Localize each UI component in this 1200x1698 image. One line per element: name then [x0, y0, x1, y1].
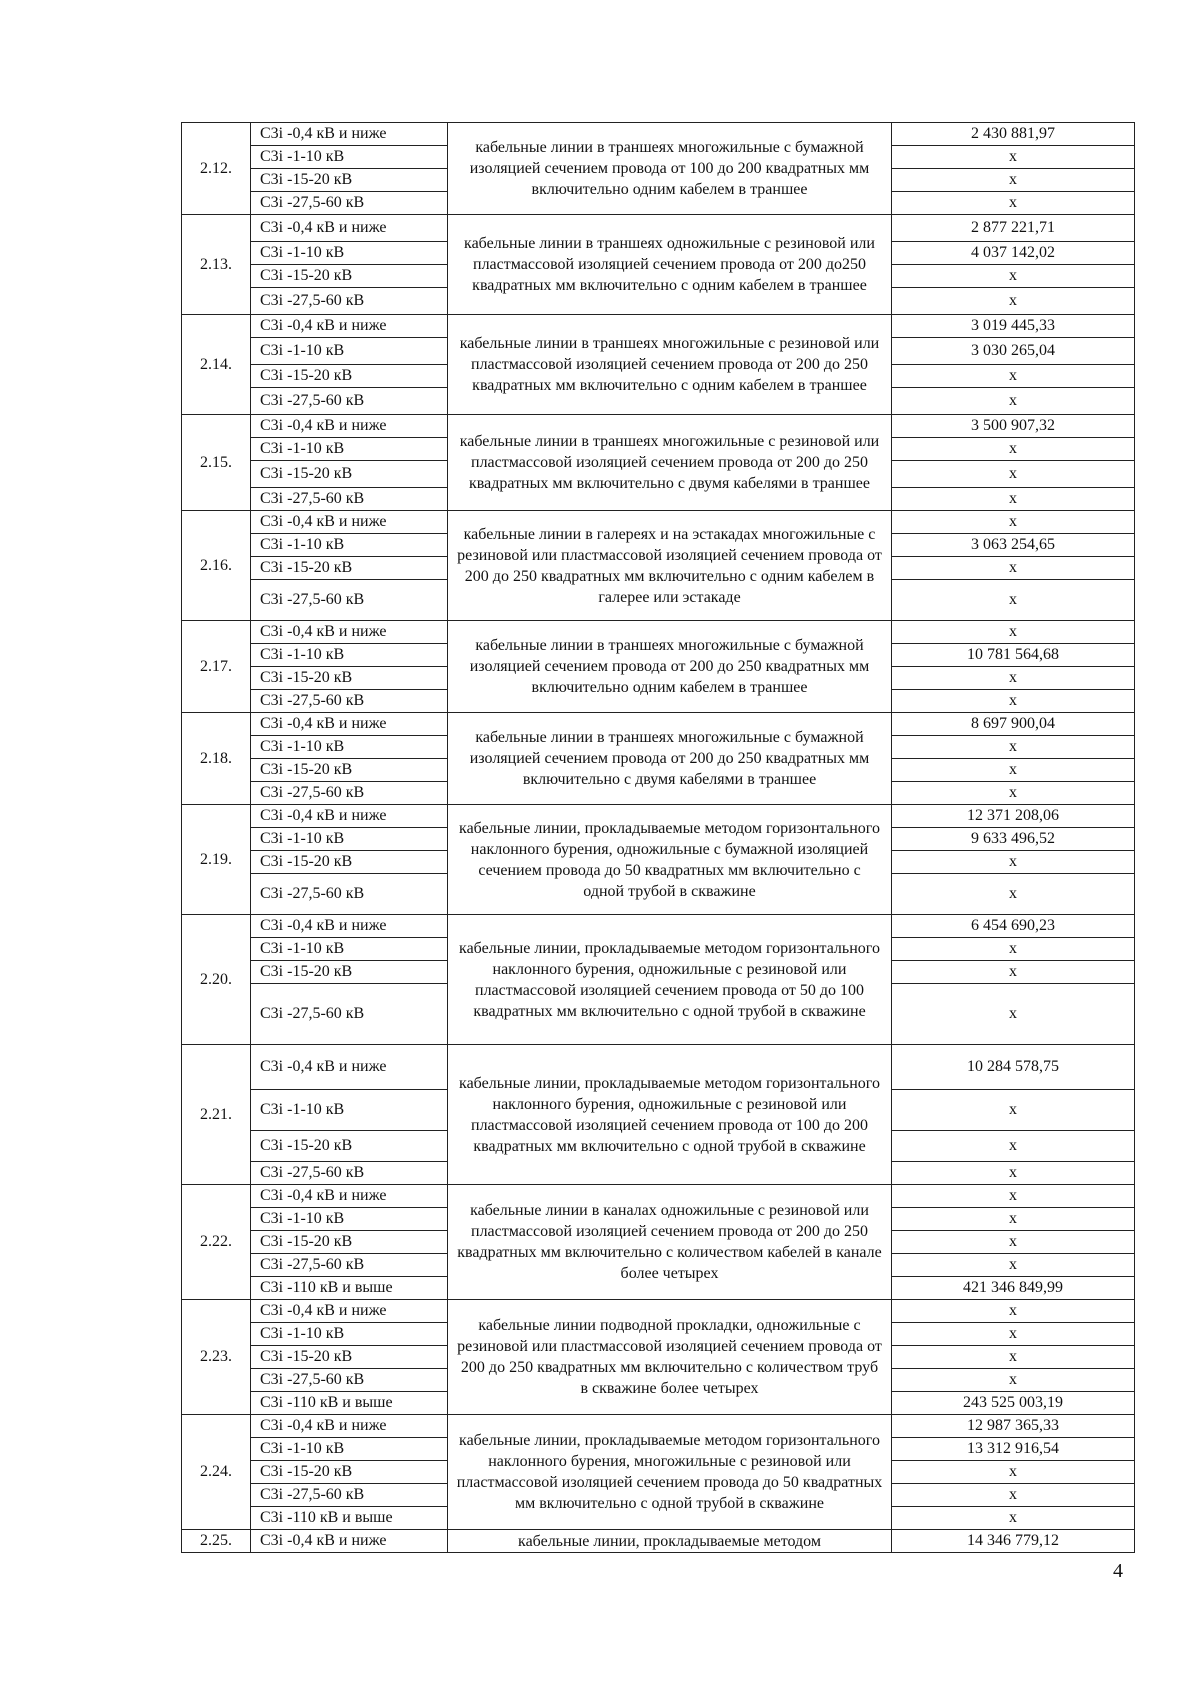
voltage-level: С3i -27,5-60 кВ: [251, 580, 448, 621]
rate-value: 421 346 849,99: [892, 1277, 1135, 1300]
rate-value: 2 877 221,71: [892, 215, 1135, 242]
voltage-level: С3i -0,4 кВ и ниже: [251, 511, 448, 534]
voltage-level: С3i -0,4 кВ и ниже: [251, 621, 448, 644]
rate-value: x: [892, 388, 1135, 415]
table-row: [182, 315, 1135, 338]
rate-value: x: [892, 1507, 1135, 1530]
voltage-level: С3i -0,4 кВ и ниже: [251, 805, 448, 828]
table-row: [182, 511, 1135, 534]
voltage-level: С3i -27,5-60 кВ: [251, 782, 448, 805]
voltage-level: С3i -27,5-60 кВ: [251, 874, 448, 915]
cable-description: кабельные линии, прокладываемые методом: [448, 1530, 892, 1553]
rate-value: 12 371 208,06: [892, 805, 1135, 828]
rate-value: x: [892, 1162, 1135, 1185]
voltage-level: С3i -1-10 кВ: [251, 1438, 448, 1461]
voltage-level: С3i -0,4 кВ и ниже: [251, 713, 448, 736]
voltage-level: С3i -1-10 кВ: [251, 828, 448, 851]
voltage-level: С3i -1-10 кВ: [251, 1208, 448, 1231]
page-number: 4: [1113, 1560, 1123, 1582]
rate-value: x: [892, 1300, 1135, 1323]
cable-description: кабельные линии в галереях и на эстакадах многожильные с резиновой или пластмассовой изоляцией сечением провода от 200 до 250 квадратных мм включительно с одним кабелем в галерее или эстакаде: [448, 511, 892, 621]
rate-value: x: [892, 874, 1135, 915]
cable-description: кабельные линии, прокладываемые методом горизонтального наклонного бурения, многожильные с резиновой или пластмассовой изоляцией сечением провода до 50 квадратных мм включительно с одной трубой в скважине: [448, 1415, 892, 1530]
voltage-level: С3i -27,5-60 кВ: [251, 1162, 448, 1185]
rate-value: x: [892, 961, 1135, 984]
item-number: 2.12.: [182, 123, 251, 215]
item-number: 2.24.: [182, 1415, 251, 1530]
cable-description: кабельные линии в траншеях одножильные с резиновой или пластмассовой изоляцией сечением провода от 200 до250 квадратных мм включительно с одним кабелем в траншее: [448, 215, 892, 315]
tariff-table: [181, 122, 1135, 1553]
rate-value: 3 030 265,04: [892, 338, 1135, 365]
rate-value: 10 284 578,75: [892, 1045, 1135, 1090]
voltage-level: С3i -15-20 кВ: [251, 265, 448, 288]
voltage-level: С3i -27,5-60 кВ: [251, 1254, 448, 1277]
table-row: [182, 1415, 1135, 1438]
rate-value: 13 312 916,54: [892, 1438, 1135, 1461]
rate-value: x: [892, 192, 1135, 215]
rate-value: x: [892, 169, 1135, 192]
voltage-level: С3i -0,4 кВ и ниже: [251, 1045, 448, 1090]
rate-value: x: [892, 667, 1135, 690]
table-row: [182, 713, 1135, 736]
voltage-level: С3i -1-10 кВ: [251, 438, 448, 461]
item-number: 2.14.: [182, 315, 251, 415]
rate-value: x: [892, 1231, 1135, 1254]
table-row: [182, 415, 1135, 438]
item-number: 2.15.: [182, 415, 251, 511]
rate-value: 10 781 564,68: [892, 644, 1135, 667]
voltage-level: С3i -15-20 кВ: [251, 1131, 448, 1162]
cable-description: кабельные линии в траншеях многожильные с резиновой или пластмассовой изоляцией сечением провода от 200 до 250 квадратных мм включительно с двумя кабелями в траншее: [448, 415, 892, 511]
item-number: 2.16.: [182, 511, 251, 621]
voltage-level: С3i -15-20 кВ: [251, 557, 448, 580]
rate-value: x: [892, 1185, 1135, 1208]
item-number: 2.13.: [182, 215, 251, 315]
voltage-level: С3i -15-20 кВ: [251, 365, 448, 388]
rate-value: x: [892, 438, 1135, 461]
voltage-level: С3i -1-10 кВ: [251, 644, 448, 667]
rate-value: x: [892, 288, 1135, 315]
voltage-level: С3i -27,5-60 кВ: [251, 192, 448, 215]
voltage-level: С3i -15-20 кВ: [251, 1461, 448, 1484]
voltage-level: С3i -15-20 кВ: [251, 461, 448, 488]
voltage-level: С3i -1-10 кВ: [251, 1323, 448, 1346]
voltage-level: С3i -110 кВ и выше: [251, 1277, 448, 1300]
rate-value: x: [892, 759, 1135, 782]
cable-description: кабельные линии в траншеях многожильные с резиновой или пластмассовой изоляцией сечением провода от 200 до 250 квадратных мм включительно с одним кабелем в траншее: [448, 315, 892, 415]
rate-value: x: [892, 1346, 1135, 1369]
cable-description: кабельные линии в каналах одножильные с резиновой или пластмассовой изоляцией сечением провода от 200 до 250 квадратных мм включительно с количеством кабелей в канале более четырех: [448, 1185, 892, 1300]
table-row: [182, 621, 1135, 644]
rate-value: 4 037 142,02: [892, 242, 1135, 265]
voltage-level: С3i -110 кВ и выше: [251, 1392, 448, 1415]
table-row: [182, 1530, 1135, 1553]
voltage-level: С3i -15-20 кВ: [251, 961, 448, 984]
rate-value: x: [892, 690, 1135, 713]
cable-description: кабельные линии в траншеях многожильные с бумажной изоляцией сечением провода от 200 до 250 квадратных мм включительно с двумя кабелями в траншее: [448, 713, 892, 805]
voltage-level: С3i -1-10 кВ: [251, 1090, 448, 1131]
rate-value: x: [892, 511, 1135, 534]
voltage-level: С3i -27,5-60 кВ: [251, 690, 448, 713]
rate-value: x: [892, 580, 1135, 621]
rate-value: 243 525 003,19: [892, 1392, 1135, 1415]
table-row: [182, 805, 1135, 828]
voltage-level: С3i -27,5-60 кВ: [251, 288, 448, 315]
voltage-level: С3i -0,4 кВ и ниже: [251, 123, 448, 146]
rate-value: x: [892, 1461, 1135, 1484]
item-number: 2.25.: [182, 1530, 251, 1553]
voltage-level: С3i -1-10 кВ: [251, 146, 448, 169]
item-number: 2.19.: [182, 805, 251, 915]
cable-description: кабельные линии в траншеях многожильные с бумажной изоляцией сечением провода от 100 до 200 квадратных мм включительно одним кабелем в траншее: [448, 123, 892, 215]
rate-value: x: [892, 1369, 1135, 1392]
rate-value: 12 987 365,33: [892, 1415, 1135, 1438]
voltage-level: С3i -0,4 кВ и ниже: [251, 315, 448, 338]
cable-description: кабельные линии, прокладываемые методом горизонтального наклонного бурения, одножильные с резиновой или пластмассовой изоляцией сечением провода от 100 до 200 квадратных мм включительно с одной трубой в скважине: [448, 1045, 892, 1185]
voltage-level: С3i -15-20 кВ: [251, 851, 448, 874]
cable-description: кабельные линии в траншеях многожильные с бумажной изоляцией сечением провода от 200 до 250 квадратных мм включительно одним кабелем в траншее: [448, 621, 892, 713]
voltage-level: С3i -1-10 кВ: [251, 938, 448, 961]
rate-value: x: [892, 461, 1135, 488]
rate-value: x: [892, 1208, 1135, 1231]
voltage-level: С3i -27,5-60 кВ: [251, 1484, 448, 1507]
rate-value: x: [892, 365, 1135, 388]
voltage-level: С3i -15-20 кВ: [251, 169, 448, 192]
cable-description: кабельные линии, прокладываемые методом горизонтального наклонного бурения, одножильные с бумажной изоляцией сечением провода до 50 квадратных мм включительно с одной трубой в скважине: [448, 805, 892, 915]
rate-value: 6 454 690,23: [892, 915, 1135, 938]
voltage-level: С3i -1-10 кВ: [251, 534, 448, 557]
rate-value: x: [892, 621, 1135, 644]
item-number: 2.22.: [182, 1185, 251, 1300]
rate-value: 3 500 907,32: [892, 415, 1135, 438]
rate-value: 3 063 254,65: [892, 534, 1135, 557]
rate-value: 9 633 496,52: [892, 828, 1135, 851]
voltage-level: С3i -0,4 кВ и ниже: [251, 415, 448, 438]
rate-value: x: [892, 146, 1135, 169]
rate-value: x: [892, 851, 1135, 874]
table-row: [182, 123, 1135, 146]
table-row: [182, 215, 1135, 242]
voltage-level: С3i -15-20 кВ: [251, 1231, 448, 1254]
voltage-level: С3i -27,5-60 кВ: [251, 1369, 448, 1392]
rate-value: 8 697 900,04: [892, 713, 1135, 736]
item-number: 2.23.: [182, 1300, 251, 1415]
rate-value: x: [892, 265, 1135, 288]
voltage-level: С3i -0,4 кВ и ниже: [251, 1530, 448, 1553]
item-number: 2.17.: [182, 621, 251, 713]
cable-description: кабельные линии, прокладываемые методом горизонтального наклонного бурения, одножильные с резиновой или пластмассовой изоляцией сечением провода от 50 до 100 квадратных мм включительно с одной трубой в скважине: [448, 915, 892, 1045]
rate-value: 2 430 881,97: [892, 123, 1135, 146]
table-row: [182, 1185, 1135, 1208]
voltage-level: С3i -15-20 кВ: [251, 667, 448, 690]
rate-value: 3 019 445,33: [892, 315, 1135, 338]
rate-value: 14 346 779,12: [892, 1530, 1135, 1553]
voltage-level: С3i -15-20 кВ: [251, 1346, 448, 1369]
rate-value: x: [892, 488, 1135, 511]
voltage-level: С3i -1-10 кВ: [251, 338, 448, 365]
voltage-level: С3i -1-10 кВ: [251, 736, 448, 759]
rate-value: x: [892, 782, 1135, 805]
item-number: 2.18.: [182, 713, 251, 805]
voltage-level: С3i -27,5-60 кВ: [251, 388, 448, 415]
voltage-level: С3i -0,4 кВ и ниже: [251, 215, 448, 242]
rate-value: x: [892, 1484, 1135, 1507]
rate-value: x: [892, 938, 1135, 961]
rate-value: x: [892, 1323, 1135, 1346]
voltage-level: С3i -0,4 кВ и ниже: [251, 915, 448, 938]
rate-value: x: [892, 1254, 1135, 1277]
voltage-level: С3i -0,4 кВ и ниже: [251, 1185, 448, 1208]
voltage-level: С3i -1-10 кВ: [251, 242, 448, 265]
voltage-level: С3i -15-20 кВ: [251, 759, 448, 782]
voltage-level: С3i -27,5-60 кВ: [251, 488, 448, 511]
table-row: [182, 915, 1135, 938]
table-row: [182, 1300, 1135, 1323]
voltage-level: С3i -0,4 кВ и ниже: [251, 1300, 448, 1323]
rate-value: x: [892, 736, 1135, 759]
rate-value: x: [892, 1131, 1135, 1162]
table-row: [182, 1045, 1135, 1090]
voltage-level: С3i -110 кВ и выше: [251, 1507, 448, 1530]
rate-value: x: [892, 984, 1135, 1045]
voltage-level: С3i -0,4 кВ и ниже: [251, 1415, 448, 1438]
item-number: 2.20.: [182, 915, 251, 1045]
rate-value: x: [892, 1090, 1135, 1131]
voltage-level: С3i -27,5-60 кВ: [251, 984, 448, 1045]
rate-value: x: [892, 557, 1135, 580]
cable-description: кабельные линии подводной прокладки, одножильные с резиновой или пластмассовой изоляцией сечением провода от 200 до 250 квадратных мм включительно с количеством труб в скважине более четырех: [448, 1300, 892, 1415]
item-number: 2.21.: [182, 1045, 251, 1185]
